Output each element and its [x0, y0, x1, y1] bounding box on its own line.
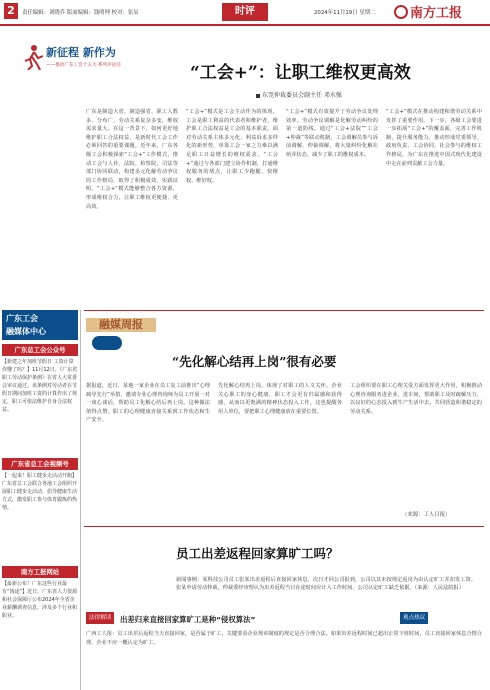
divider	[84, 526, 484, 527]
sidebar-website-body: 【最新公布！广东这些行业最有“钱途”】近日，广东省人力资源和社会保障厅公布2024年全省企业薪酬调查信息，涉及多个行业和职业。	[2, 581, 78, 619]
sidebar-video-body: 【一起来！职工健步走活动开跑】广东省总工会联合各地工会组织开展职工健步走活动，倡导健康生活方式，激发职工参与体育锻炼的热情。	[2, 473, 78, 511]
article3-body: 广西工人报：员工出差后返程当天直接回家，是否属于旷工，关键要看企业规章制度的规定是否合理合法。如果出差返程时间已超出正常下班时间，员工直接回家休息合情合理，企业不应一概认定为旷工。	[86, 631, 482, 646]
dateline: 2024年11月19日 星期二	[314, 10, 376, 16]
article3-headline[interactable]: 员工出差返程回家算旷工吗？	[176, 546, 339, 561]
sidebar-heading-video[interactable]: 广东省总工会视频号	[2, 458, 78, 470]
page-number: 2	[4, 3, 18, 19]
article3-subhead[interactable]: 出差归来直接回家算旷工是种“侵权算法”	[120, 615, 256, 624]
article1-col2: “工会+”模式是工会主动作为的体现。工会是职工利益的代表者和维护者，维护职工合法权益是工会的基本职责。面对劳动关系主体多元化、利益诉求多样化的新形势，单靠工会一家之力难以满足职工日益增长的维权需求。“工会+”通过与各部门建立协作机制，打通维权服务的堵点，让职工少跑腿、快维权、维好权。	[186, 109, 278, 184]
article1-col4: “工会+”模式在推动构建和谐劳动关系中发挥了重要作用。下一步，各级工会要进一步拓展“工会+”的覆盖面，完善工作机制，提升服务能力，推动形成党委领导、政府负责、工会协同、社会参与的维权工作格局，为广东在推进中国式现代化建设中走在前列贡献工会力量。	[386, 109, 482, 167]
article1-col1: 广东是制造大省、制造强省，职工人数多、分布广，劳动关系复杂多变，维权需求量大。在这一背景下，如何更好地维护职工合法权益，是新时代工会工作必须回答的重要课题。近年来，广东各级工会积极探索“工会+”工作模式，推动工会与人社、法院、检察院、司法等部门协同联动，构建多元化解劳动争议的工作格局，取得了积极成效。实践证明，“工会+”模式能够整合各方资源，形成维权合力，让职工维权更便捷、更高效。	[86, 109, 178, 210]
divider	[84, 310, 484, 311]
editor-credits: 责任编辑：刘晓乔 版面编辑：钱明理 校对：张辰	[22, 10, 139, 16]
chat-bubble-icon	[92, 336, 122, 350]
article2-col1: 据报道，近日，某地一家企业在员工复工前推出“心理疏导先行”举措，邀请专业心理咨询师为员工开展一对一谈心谈话，帮助员工化解心结后再上岗。这种做法值得点赞。职工的心理健康直接关系到工作状态和生产安全。	[86, 383, 210, 424]
column-title: 新征程 新作为	[46, 46, 116, 59]
legal-tag: 法律解读	[86, 612, 114, 624]
byline-square-icon	[256, 94, 260, 98]
article1-col3: “工会+”模式有效提升了劳动争议处理效率。劳动争议调解是化解劳动纠纷的第一道防线。通过“工会+法院”“工会+仲裁”等联动机制，工会调解员参与诉前调解、仲裁调解，将大量纠纷化解在萌芽状态，减少了职工的维权成本。	[286, 109, 378, 158]
masthead-title: 南方工报	[410, 6, 463, 21]
sidebar-wechat-body: 【新建之年加班节假日 工资计算你懂了吗？】11月12日，《广东省职工劳动保护条例》在省人大常委会审议通过。该条例对劳动者在节假日期间加班工资的计算作出了规定，职工可依法维护自身合法权益。	[2, 359, 78, 413]
masthead	[394, 2, 462, 21]
column-divider	[80, 310, 81, 690]
article1-byline	[256, 90, 342, 99]
article2-col2: 先化解心结再上岗，体现了对职工的人文关怀。企业关心职工的身心健康，职工才会更有归属感和获得感，从而以更饱满的精神状态投入工作。这也提醒各用人单位，要把职工心理健康放在重要位置。	[218, 383, 342, 415]
article2-source: （来源：工人日报）	[402, 512, 451, 518]
newspaper-logo-icon	[394, 5, 408, 19]
page-header	[0, 0, 490, 26]
sidebar-heading-wechat[interactable]: 广东总工会公众号	[2, 344, 78, 356]
byline-text: 东莞仲裁委员会副主任 邓水强	[262, 92, 342, 99]
sidebar-heading-website[interactable]: 南方工报网站	[2, 566, 78, 578]
brand-bottom: 融媒体中心	[6, 327, 46, 336]
brand-top: 广东工会	[6, 314, 38, 323]
column-banner	[22, 44, 121, 84]
media-center-brand	[2, 310, 78, 340]
opinion-tag: 观点热议	[400, 612, 428, 624]
weekly-tag: 融媒周报	[86, 318, 156, 332]
column-subtitle: ——推动广东工会十五大·系列评论⑬	[46, 63, 121, 68]
runner-figure-icon	[22, 44, 44, 70]
section-label: 时评	[222, 3, 268, 21]
article1-headline[interactable]: “工会+”：让职工维权更高效	[190, 63, 411, 83]
article2-headline[interactable]: “先化解心结再上岗”很有必要	[172, 354, 337, 369]
article2-col3: 工会组织要在职工心理关爱方面发挥更大作用，积极推动心理咨询服务进企业、进车间，帮助职工及时疏解压力，以良好的心态投入到生产生活中去，共同营造和谐稳定的劳动关系。	[350, 383, 482, 415]
article3-summary: 新闻事例：某科技公司员工张某出差返程后直接回家休息，次日才回公司报到，公司以其未按规定返岗为由认定旷工并扣发工资。张某申请劳动仲裁，仲裁委经审理认为出差返程当日在途时间应计入工作时间，公司认定旷工缺乏依据。（来源：人民法院报）	[176, 577, 476, 592]
